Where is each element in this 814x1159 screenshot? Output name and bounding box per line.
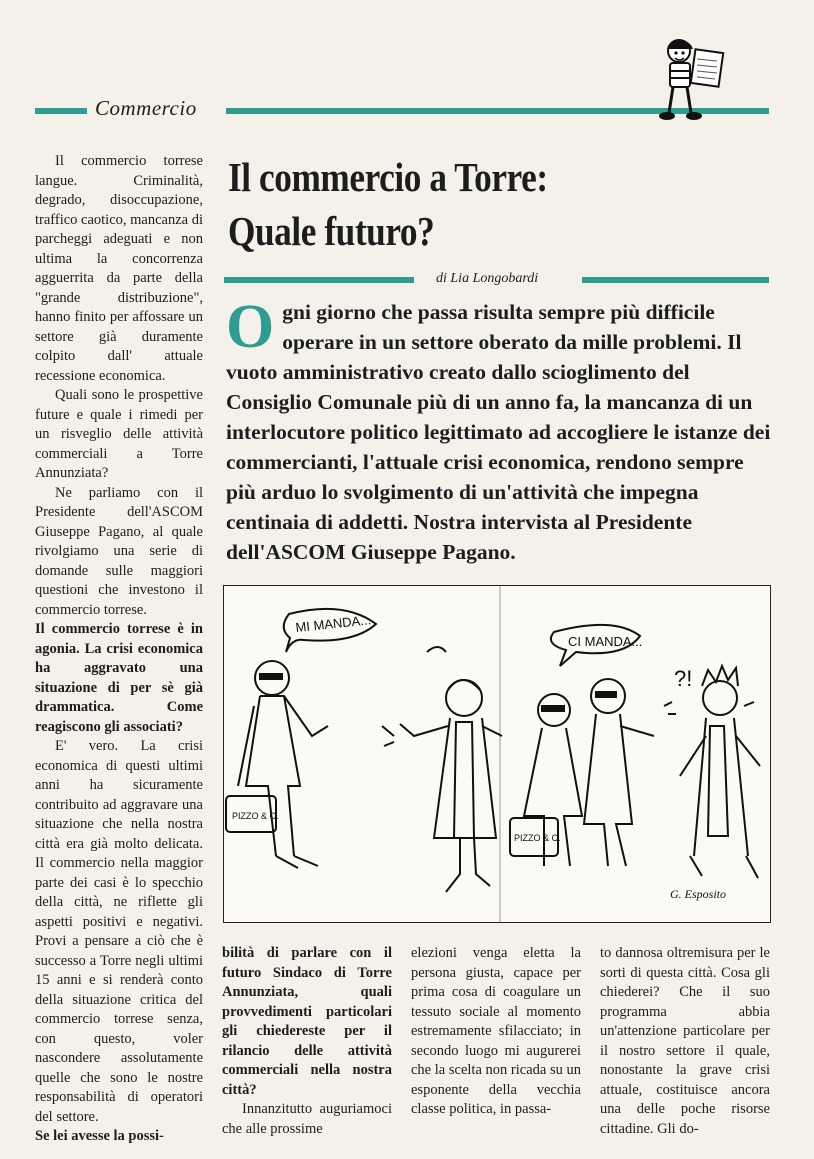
byline-rule-left <box>224 277 414 283</box>
intro-paragraph: Il commercio torrese langue. Criminalità, degrado, disoccupazione, traffico caotico, mancanza di parcheggi adeguati e non ultima la concorrenza agguerrita da parte della "grande distribuzione", hanno finito per affossare un settore già duramente colpito dall' attuale recessione economica. <box>35 153 204 384</box>
article-headline <box>228 150 710 258</box>
lead-text: gni giorno che passa risulta sempre più difficile operare in un settore oberato da mille problemi. Il vuoto amministrativo creato dallo scioglimento del Consiglio Comunale più di un anno fa, la mancanza di un interlocutore politico legittimato ad accogliere le istanze dei commercianti, l'attuale crisi economica, rendono sempre più arduo lo svolgimento di un'attività che impegna centinaia di addetti. Nostra intervista al Presidente dell'ASCOM Giuseppe Pagano. <box>226 300 771 564</box>
column-4 <box>600 944 770 1139</box>
interview-answer-2: Innanzitutto auguriamoci che alle prossime <box>222 1101 392 1137</box>
lead-paragraph <box>226 293 771 567</box>
drop-cap: O <box>226 293 275 361</box>
headline-line-1: Il commercio a Torre: <box>228 154 548 200</box>
byline: di Lia Longobardi <box>436 271 539 286</box>
column-3 <box>411 944 581 1120</box>
interview-question-2: Se lei avesse la possi- <box>35 1128 164 1144</box>
interview-question-2-cont: bilità di parlare con il futuro Sindaco di Torre Annunziata, quali provvedimenti particolari gli chiedereste per il rilancio delle attività commerciali nella nostra città? <box>222 945 392 1098</box>
cartoon-illustration <box>223 585 771 923</box>
headline-line-2: Quale futuro? <box>228 208 435 254</box>
question-paragraph: Quali sono le prospettive future e quale i rimedi per un risveglio delle attività commerciali a Torre Annunziata? <box>35 387 203 481</box>
interview-answer-1: E' vero. La crisi economica di questi ultimi anni ha sicuramente contribuito ad aggravare una situazione che nella nostra città era già molto delicata. Il commercio nella maggior parte dei casi è lo specchio della città, ne riflette gli aspetti positivi e negativi. Provi a pensare a ciò che è successo a Torre negli ultimi 15 anni e si renderà conto della situazione critica del commercio torrese senza, con questo, voler nascondere assolutamente quelle che sono le nostre responsabilità di operatori del settore. <box>35 738 203 1125</box>
left-column <box>35 152 203 1147</box>
artist-signature: G. Esposito <box>670 887 727 901</box>
speech-bubble-right: CI MANDA... <box>568 634 643 649</box>
section-label: Commercio <box>95 96 197 120</box>
interview-question-1: Il commercio torrese è in agonia. La crisi economica ha aggravato una situazione di per sè già drammatica. Come reagiscono gli associati? <box>35 621 203 735</box>
column-2 <box>222 944 392 1139</box>
column-4-text: to dannosa oltremisura per le sorti di questa città. Cosa gli chiederei? Che il suo programma abbia un'attenzione particolare per il nostro settore il quale, nonostante la grave crisi attuale, costituisce ancora una delle poche risorse cittadine. Gli do- <box>600 945 770 1137</box>
briefcase-label-left: PIZZO & C. <box>232 811 279 821</box>
speech-bubble-left: MI MANDA... <box>294 612 372 635</box>
column-3-text: elezioni venga eletta la persona giusta, capace per prima cosa di coagulare un tessuto sociale al momento estremamente sfilacciato; in secondo luogo mi augurerei che la scelta non ricada su un esponente della vecchia classe politica, in passa- <box>411 945 581 1117</box>
exclaim-mark: ?! <box>674 666 693 691</box>
interview-intro: Ne parliamo con il Presidente dell'ASCOM Giuseppe Pagano, al quale rivolgiamo una serie di domande sulle maggiori questioni che investono il commercio torrese. <box>35 484 203 618</box>
newspaper-boy-mascot-icon <box>655 33 727 123</box>
byline-rule-right <box>582 277 769 283</box>
briefcase-label-right: PIZZO & C. <box>514 833 561 843</box>
section-rule-left <box>35 108 87 114</box>
